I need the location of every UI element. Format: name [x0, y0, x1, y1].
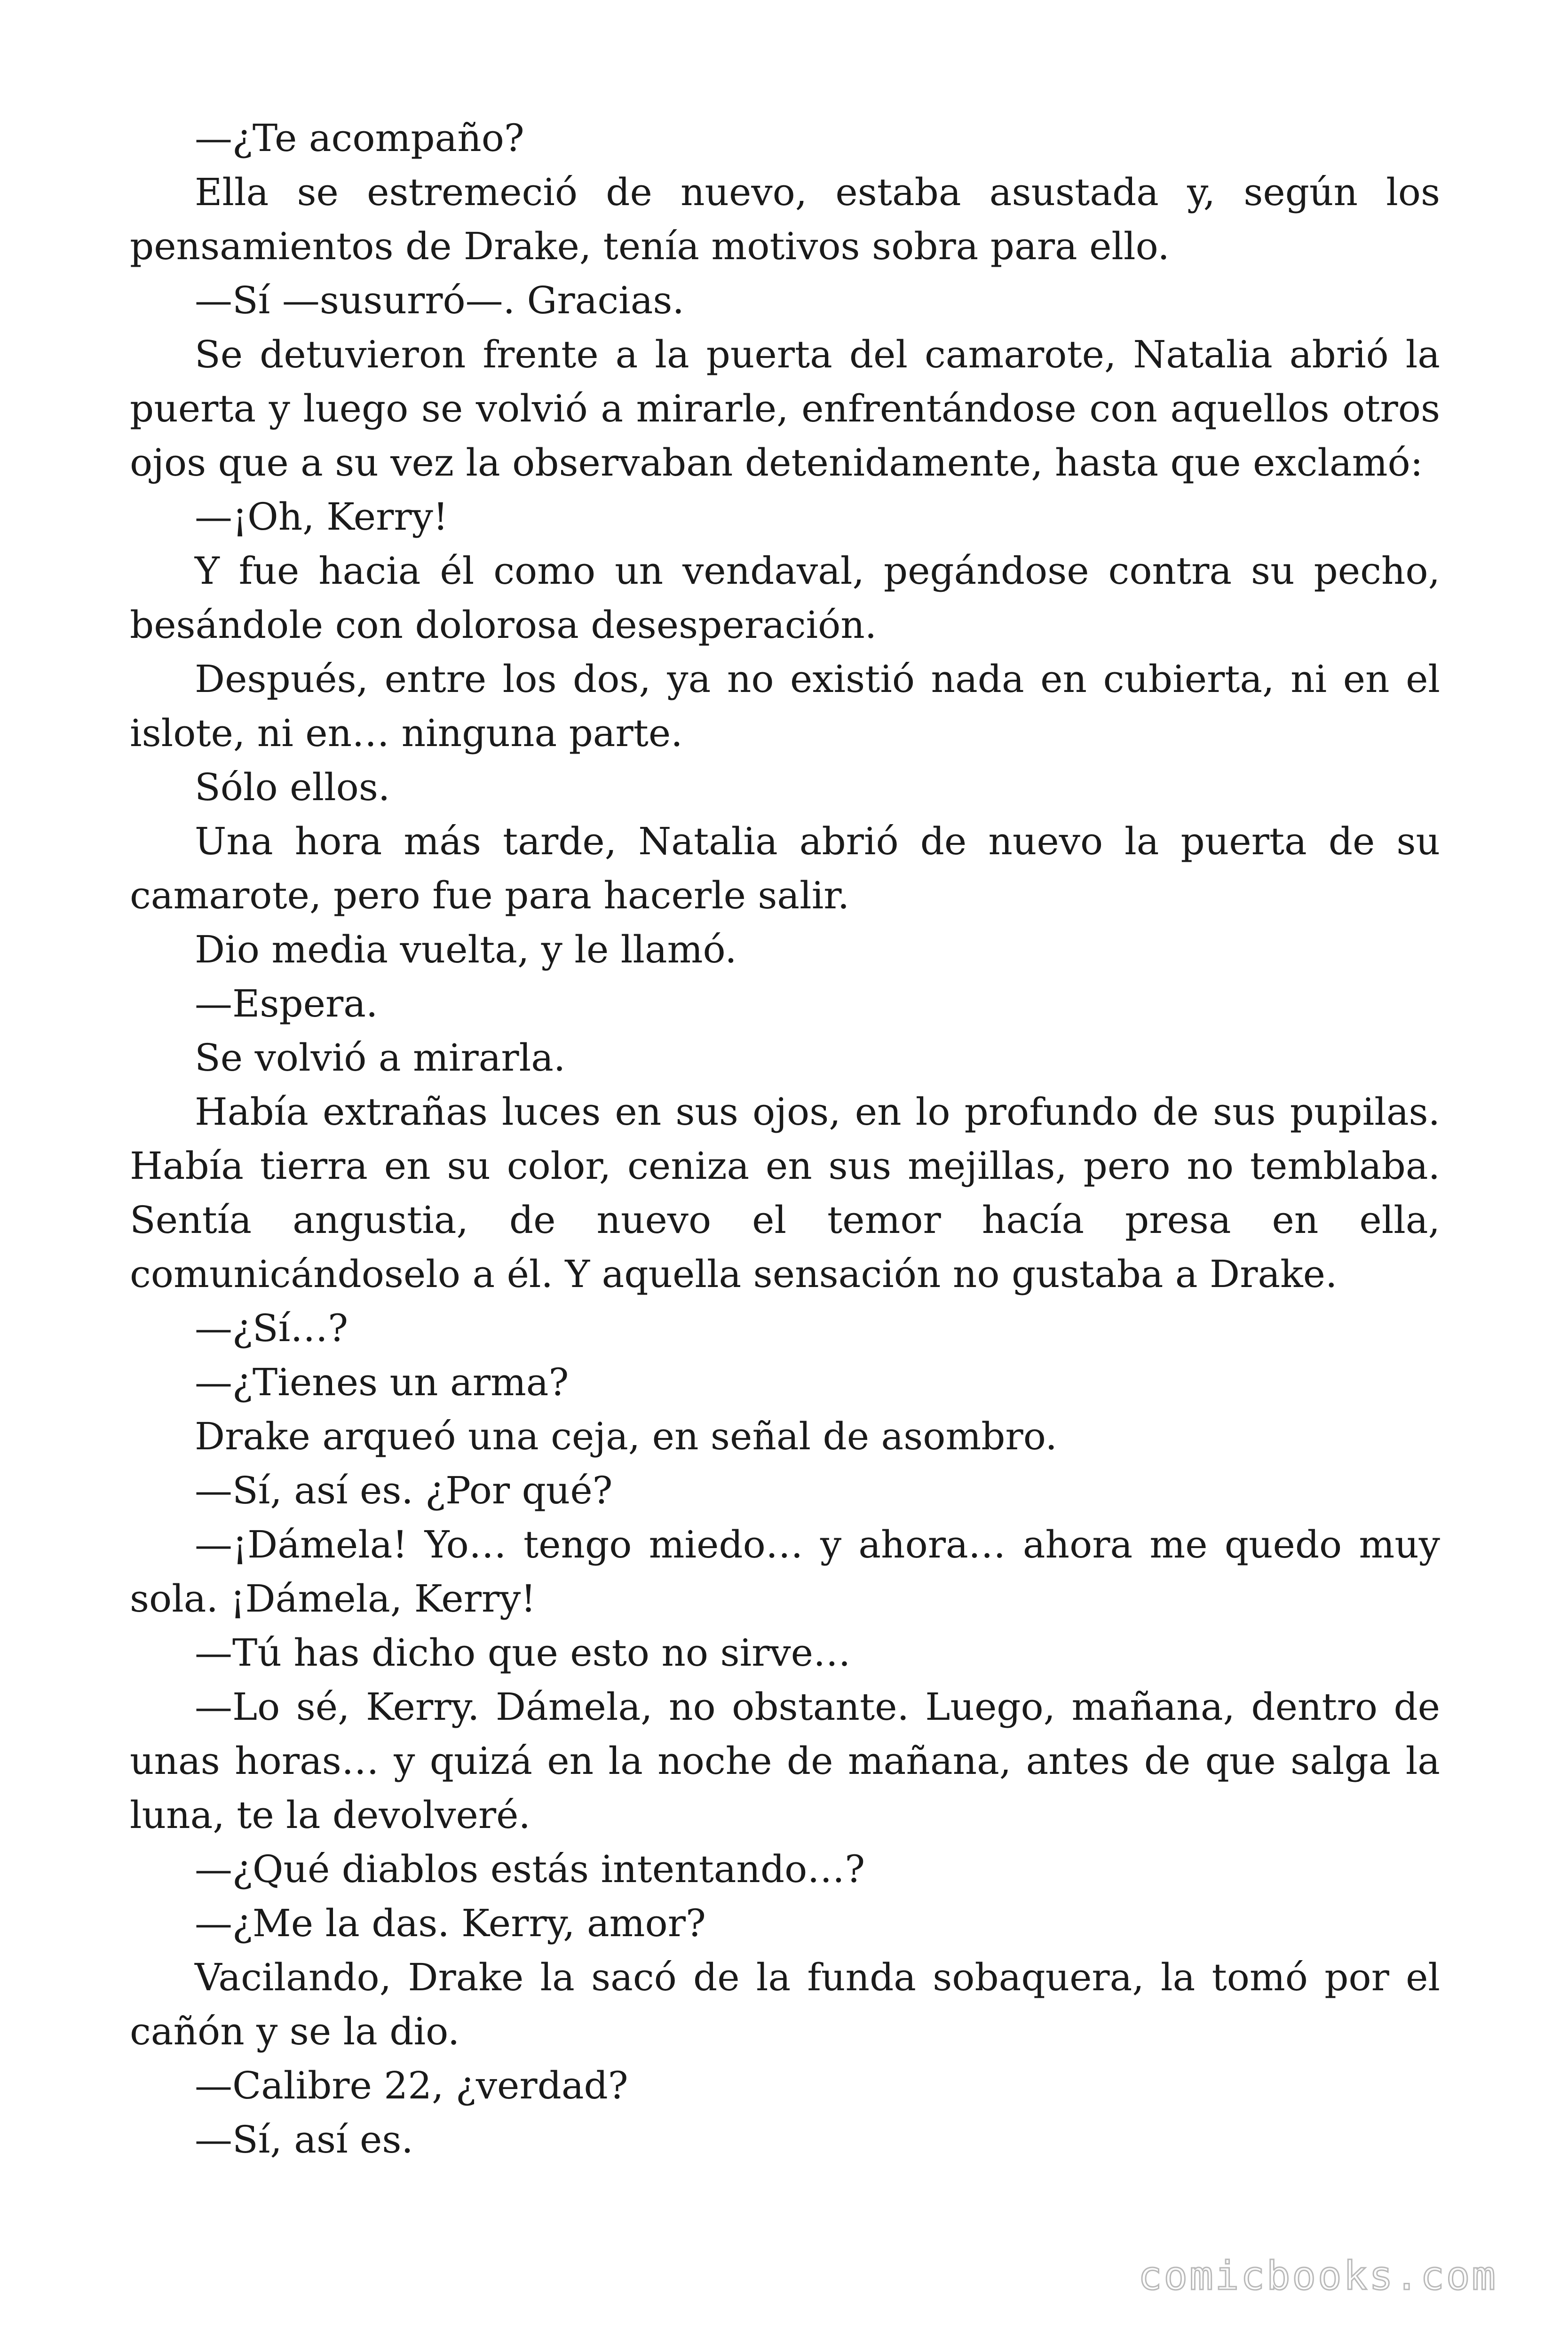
paragraph: —Sí —susurró—. Gracias.	[195, 278, 684, 322]
paragraph: Había extrañas luces en sus ojos, en lo profundo de sus pupilas. Había tierra en su color, ceniza en sus mejillas, pero no temblaba. Sentía angustia, de nuevo el temor hacía presa en ella, comunicándoselo a él. Y aquella sensación no gustaba a Drake.	[130, 1090, 1440, 1296]
paragraph: —¡Oh, Kerry!	[195, 495, 448, 539]
paragraph: Vacilando, Drake la sacó de la funda sobaquera, la tomó por el cañón y se la dio.	[130, 1955, 1440, 2053]
paragraph: Se volvió a mirarla.	[195, 1036, 566, 1080]
paragraph: —Tú has dicho que esto no sirve…	[195, 1631, 851, 1675]
paragraph: —Sí, así es. ¿Por qué?	[195, 1469, 613, 1512]
paragraph: —Sí, así es.	[195, 2118, 413, 2161]
paragraph: —Espera.	[195, 982, 378, 1025]
body-text	[130, 111, 1440, 2167]
paragraph: Se detuvieron frente a la puerta del camarote, Natalia abrió la puerta y luego se volvió a mirarle, enfrentándose con aquellos otros ojos que a su vez la observaban detenidamente, hasta que exclamó:	[130, 333, 1440, 485]
paragraph: —¿Te acompaño?	[195, 116, 524, 160]
paragraph: —¿Me la das. Kerry, amor?	[195, 1901, 706, 1945]
paragraph: —Calibre 22, ¿verdad?	[195, 2064, 628, 2107]
paragraph: Después, entre los dos, ya no existió nada en cubierta, ni en el islote, ni en… ninguna parte.	[130, 657, 1440, 755]
paragraph: —¡Dámela! Yo… tengo miedo… y ahora… ahora me quedo muy sola. ¡Dámela, Kerry!	[130, 1523, 1440, 1621]
paragraph: —Lo sé, Kerry. Dámela, no obstante. Luego, mañana, dentro de unas horas… y quizá en la noche de mañana, antes de que salga la luna, te la devolveré.	[130, 1685, 1440, 1837]
paragraph: Una hora más tarde, Natalia abrió de nuevo la puerta de su camarote, pero fue para hacerle salir.	[130, 819, 1440, 917]
paragraph: —¿Sí…?	[195, 1306, 348, 1350]
paragraph: Y fue hacia él como un vendaval, pegándose contra su pecho, besándole con dolorosa desesperación.	[130, 549, 1440, 647]
watermark: comicbooks.com	[1138, 2253, 1497, 2299]
paragraph: —¿Tienes un arma?	[195, 1360, 569, 1404]
paragraph: Drake arqueó una ceja, en señal de asombro.	[195, 1414, 1057, 1458]
paragraph: Dio media vuelta, y le llamó.	[195, 928, 737, 971]
paragraph: —¿Qué diablos estás intentando…?	[195, 1847, 865, 1891]
paragraph: Ella se estremeció de nuevo, estaba asustada y, según los pensamientos de Drake, tenía motivos sobra para ello.	[130, 170, 1440, 268]
paragraph: Sólo ellos.	[195, 765, 390, 809]
